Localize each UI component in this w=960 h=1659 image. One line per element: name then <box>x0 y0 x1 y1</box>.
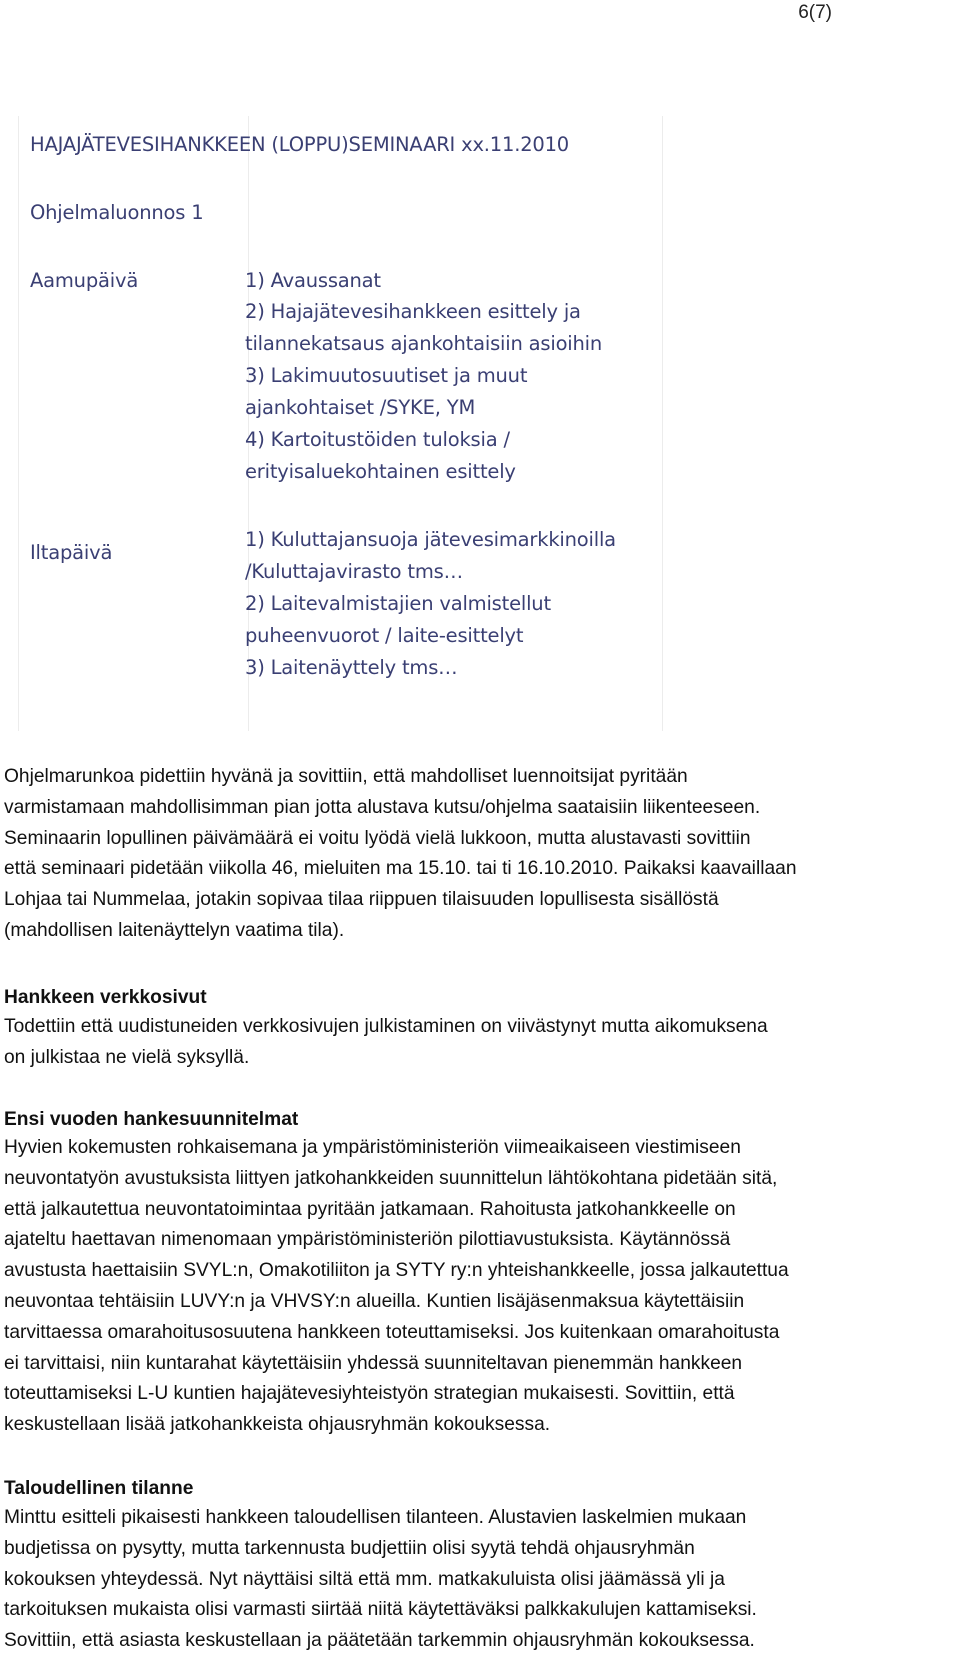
evening-item-line: 2) Laitevalmistajien valmistellut <box>245 592 551 615</box>
text-line: toteuttamiseksi L-U kuntien hajajätevesiyhteistyön strategian mukaisesti. Sovittiin, että <box>4 1383 735 1405</box>
text-line: kokouksen yhteydessä. Nyt näyttäisi siltä että mm. matkakuluista olisi jäämässä yli ja <box>4 1568 725 1590</box>
text-line: tarkoituksen mukaista olisi varmasti siirtää niitä käytettäväksi palkkakulujen kattamiseksi. <box>4 1599 757 1621</box>
morning-item-line: ajankohtaiset /SYKE, YM <box>245 396 476 419</box>
text-line: avustusta haettaisiin SVYL:n, Omakotiliiton ja SYTY ry:n yhteishankkeelle, jossa jalkautettua <box>4 1260 789 1282</box>
program-draft-image <box>18 116 663 731</box>
text-line: että jalkautettua neuvontatoimintaa pyritään jatkamaan. Rahoitusta jatkohankkeelle on <box>4 1198 736 1220</box>
evening-item-line: 1) Kuluttajansuoja jätevesimarkkinoilla <box>245 528 616 551</box>
morning-item-line: tilannekatsaus ajankohtaisiin asioihin <box>245 332 603 355</box>
website-heading: Hankkeen verkkosivut <box>4 987 207 1008</box>
program-draft-label: Ohjelmaluonnos 1 <box>30 201 204 224</box>
text-line: ei tarvittaisi, niin kuntarahat käytettäisiin yhdessä suunniteltavan pienemmän hankkeen <box>4 1352 743 1374</box>
text-line: ajateltu haettavan nimenomaan ympäristöministeriön pilottiavustuksista. Käytännössä <box>4 1229 731 1251</box>
morning-item-line: erityisaluekohtainen esittely <box>245 460 516 483</box>
text-line: Lohjaa tai Nummelaa, jotakin sopivaa tilaa riippuen tilaisuuden lopullisesta sisällöstä <box>4 889 719 911</box>
next-year-paragraph <box>4 1133 956 1441</box>
text-line: keskustellaan lisää jatkohankkeista ohjausryhmän kokouksessa. <box>4 1414 551 1436</box>
evening-item-line: /Kuluttajavirasto tms… <box>245 560 463 583</box>
morning-item-line: 4) Kartoitustöiden tuloksia / <box>245 428 510 451</box>
morning-label: Aamupäivä <box>30 269 139 292</box>
website-paragraph <box>4 1012 956 1074</box>
text-line: Hyvien kokemusten rohkaisemana ja ympäristöministeriön viimeaikaiseen viestimiseen <box>4 1137 741 1158</box>
text-line: neuvontaa tehtäisiin LUVY:n ja VHVSY:n alueilla. Kuntien lisäjäsenmaksua käytettäisiin <box>4 1290 745 1312</box>
morning-item-line: 2) Hajajätevesihankkeen esittely ja <box>245 300 581 323</box>
text-line: Seminaarin lopullinen päivämäärä ei voitu lyödä vielä lukkoon, mutta alustavasti sovittiin <box>4 827 751 849</box>
text-line: Minttu esitteli pikaisesti hankkeen taloudellisen tilanteen. Alustavien laskelmien mukaan <box>4 1507 747 1528</box>
text-line: Todettiin että uudistuneiden verkkosivujen julkistaminen on viivästynyt mutta aikomuksena <box>4 1016 768 1037</box>
text-line: neuvontatyön avustuksista liittyen jatkohankkeiden suunnittelun lähtökohtana pidetään sitä, <box>4 1167 778 1189</box>
page-number: 6(7) <box>798 2 832 23</box>
evening-item-line: puheenvuorot / laite-esittelyt <box>245 624 524 647</box>
text-line: on julkistaa ne vielä syksyllä. <box>4 1046 250 1068</box>
morning-item-line: 3) Lakimuutosuutiset ja muut <box>245 364 528 387</box>
grid-line <box>662 116 663 731</box>
seminar-title: HAJAJÄTEVESIHANKKEEN (LOPPU)SEMINAARI xx.11.2010 <box>30 133 570 156</box>
text-line: tarvittaessa omarahoitusosuutena hankkeen toteuttamiseksi. Jos kuitenkaan omarahoitusta <box>4 1321 780 1343</box>
evening-item-line: 3) Laitenäyttely tms… <box>245 656 458 679</box>
text-line: (mahdollisen laitenäyttelyn vaatima tila). <box>4 919 345 941</box>
finances-paragraph <box>4 1503 956 1657</box>
text-line: budjetissa on pysytty, mutta tarkennusta budjettiin olisi syytä tehdä ohjausryhmän <box>4 1537 695 1559</box>
text-line: Ohjelmarunkoa pidettiin hyvänä ja sovittiin, että mahdolliset luennoitsijat pyritään <box>4 766 688 787</box>
morning-item-line: 1) Avaussanat <box>245 269 381 292</box>
text-line: Sovittiin, että asiasta keskustellaan ja päätetään tarkemmin ohjausryhmän kokouksessa. <box>4 1630 755 1652</box>
intro-paragraph <box>4 762 956 947</box>
text-line: varmistamaan mahdollisimman pian jotta alustava kutsu/ohjelma saataisiin liikenteeseen. <box>4 796 761 818</box>
next-year-heading: Ensi vuoden hankesuunnitelmat <box>4 1109 299 1130</box>
text-line: että seminaari pidetään viikolla 46, mieluiten ma 15.10. tai ti 16.10.2010. Paikaksi kaavaillaan <box>4 858 797 880</box>
finances-heading: Taloudellinen tilanne <box>4 1478 194 1499</box>
evening-label: Iltapäivä <box>30 541 113 564</box>
grid-line <box>18 116 19 731</box>
